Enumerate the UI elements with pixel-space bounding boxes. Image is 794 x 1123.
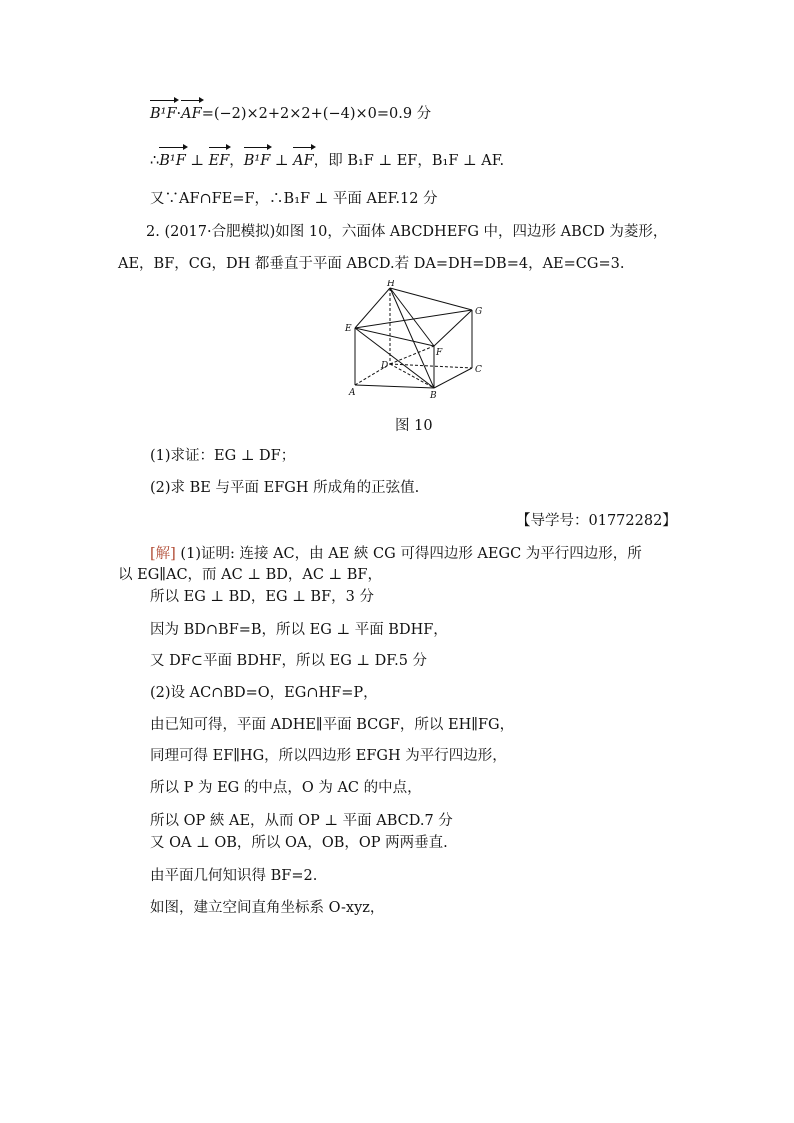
vector-ef: EF (208, 153, 230, 169)
equation-rest: =(−2)×2+2×2+(−4)×0=0.9 分 (201, 106, 432, 122)
question-2: (2)求 BE 与平面 EFGH 所成角的正弦值. (150, 480, 420, 496)
solution-line-7: 由已知可得，平面 ADHE∥平面 BCGF，所以 EH∥FG， (150, 717, 515, 733)
problem-statement-1: 2. (2017·合肥模拟)如图 10，六面体 ABCDHEFG 中，四边形 ABCD 为菱形， (146, 224, 668, 240)
vector-af-2: AF (293, 153, 314, 169)
perp-symbol-2: ⊥ (270, 153, 294, 169)
hexahedron-figure (335, 280, 495, 400)
solution-line-2: 以 EG∥AC，而 AC ⊥ BD，AC ⊥ BF， (118, 567, 382, 583)
solution-line-9: 所以 P 为 EG 的中点，O 为 AC 的中点， (150, 780, 422, 796)
solution-line-3: 所以 EG ⊥ BD，EG ⊥ BF，3 分 (150, 589, 374, 605)
label-e: E (345, 324, 352, 334)
line-conclusion-plane: 又∵AF∩FE=F，∴B₁F ⊥ 平面 AEF.12 分 (150, 191, 438, 207)
label-a: A (349, 388, 356, 398)
comma: ， (229, 153, 244, 169)
dot-symbol: · (176, 106, 182, 122)
line-dot-product (150, 104, 431, 124)
label-h: H (387, 280, 395, 289)
solution-line-6: (2)设 AC∩BD=O，EG∩HF=P， (150, 685, 378, 701)
label-d: D (381, 361, 389, 371)
solution-text-1: (1)证明: 连接 AC，由 AE 綊 CG 可得四边形 AEGC 为平行四边形，所 (175, 546, 642, 562)
vector-b1f-2: B¹F (243, 153, 271, 169)
figure-caption: 图 10 (395, 418, 433, 434)
label-f: F (436, 348, 443, 358)
document-number: 【导学号：01772282】 (516, 513, 677, 529)
solution-line-13: 如图，建立空间直角坐标系 O-xyz， (150, 900, 385, 916)
perp-conclusion: ，即 B₁F ⊥ EF，B₁F ⊥ AF. (313, 153, 505, 169)
label-c: C (475, 365, 482, 375)
solution-line-8: 同理可得 EF∥HG，所以四边形 EFGH 为平行四边形， (150, 748, 507, 764)
line-perpendicular-vectors (150, 151, 504, 171)
problem-statement-2: AE，BF，CG，DH 都垂直于平面 ABCD.若 DA=DH=DB=4，AE=CG=3. (118, 256, 625, 272)
solution-line-12: 由平面几何知识得 BF=2. (150, 868, 318, 884)
vector-b1f-1: B¹F (159, 153, 186, 169)
therefore-symbol: ∴ (150, 153, 160, 169)
solution-line-1 (150, 544, 642, 564)
solution-line-5: 又 DF⊂平面 BDHF，所以 EG ⊥ DF.5 分 (150, 653, 428, 669)
label-b: B (430, 391, 437, 400)
vector-b1f: B¹F (150, 106, 177, 122)
solution-line-10: 所以 OP 綊 AE，从而 OP ⊥ 平面 ABCD.7 分 (150, 813, 453, 829)
solution-bracket: [解] (150, 546, 176, 562)
question-1: (1)求证：EG ⊥ DF； (150, 448, 296, 464)
solution-line-4: 因为 BD∩BF=B，所以 EG ⊥ 平面 BDHF， (150, 622, 448, 638)
solution-line-11: 又 OA ⊥ OB，所以 OA，OB，OP 两两垂直. (150, 835, 448, 851)
label-g: G (475, 307, 483, 317)
vector-af: AF (181, 106, 202, 122)
perp-symbol-1: ⊥ (185, 153, 209, 169)
